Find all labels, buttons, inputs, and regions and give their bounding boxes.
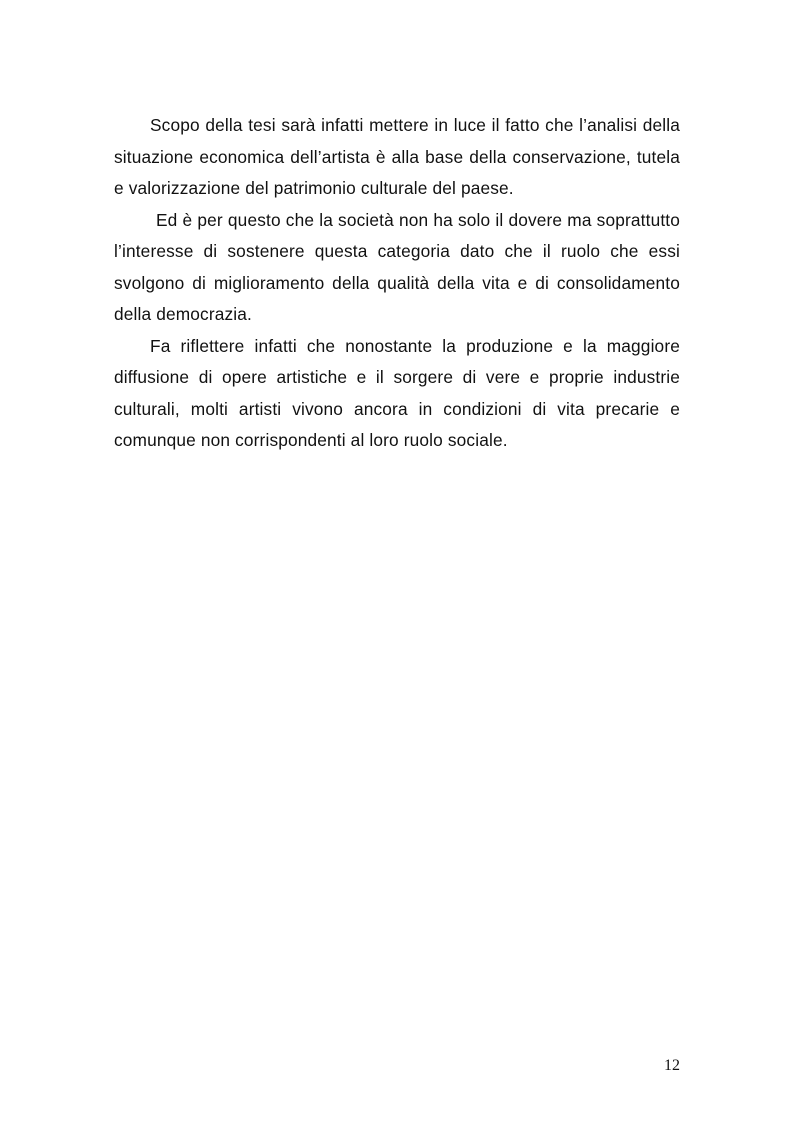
paragraph-3: Fa riflettere infatti che nonostante la produzione e la maggiore diffusione di opere artistiche e il sorgere di vere e proprie industrie culturali, molti artisti vivono ancora in condizioni di vita precarie e comunque non corrispondenti al loro ruolo sociale. [114,335,680,450]
paragraph-1: Scopo della tesi sarà infatti mettere in luce il fatto che l’analisi della situazione economica dell’artista è alla base della conservazione, tutela e valorizzazione del patrimonio culturale del paese. [114,115,680,198]
body-text [114,110,680,457]
page-number: 12 [664,1057,680,1074]
paragraph-2: Ed è per questo che la società non ha solo il dovere ma soprattutto l’interesse di sostenere questa categoria dato che il ruolo che essi svolgono di miglioramento della qualità della vita e di consolidamento della democrazia. [114,209,680,324]
